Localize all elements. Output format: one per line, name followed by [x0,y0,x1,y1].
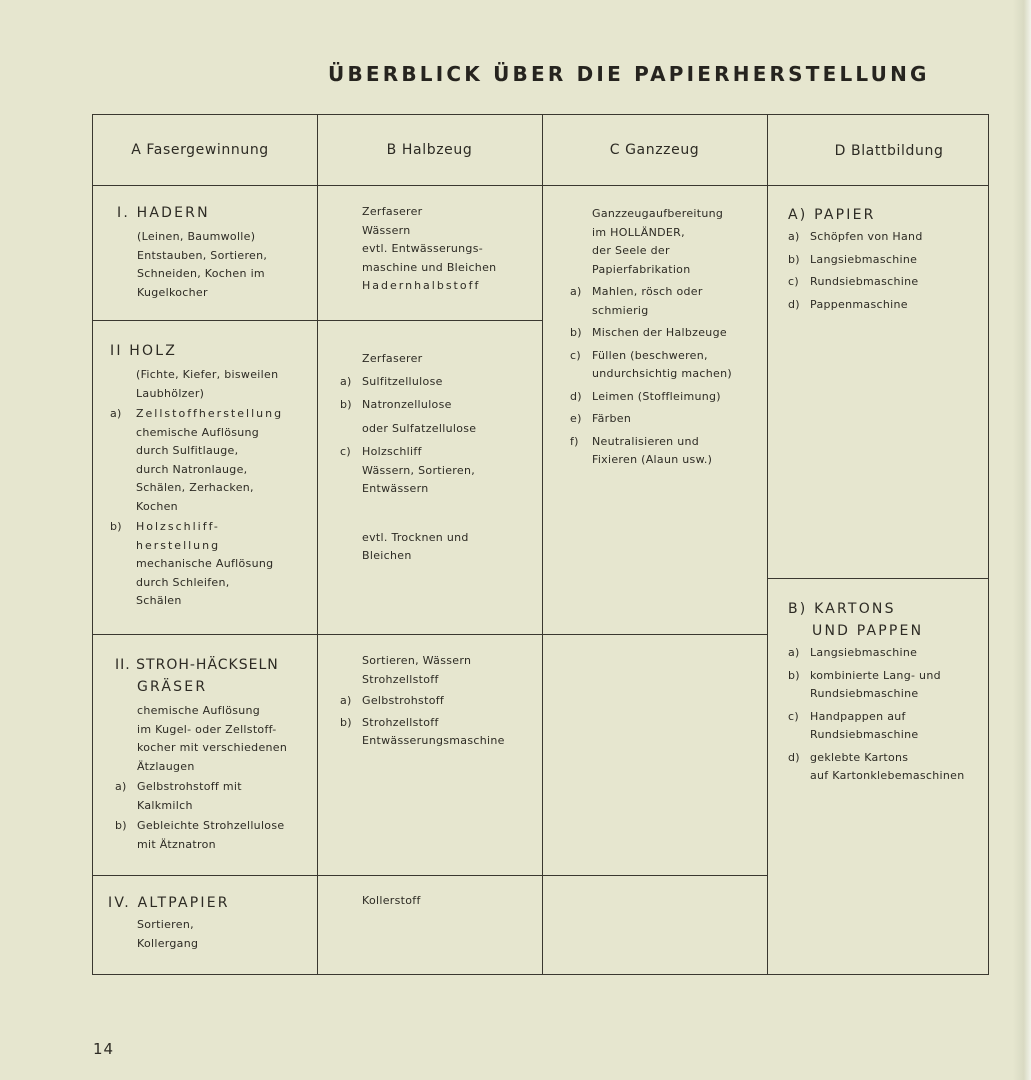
c-item-d-label: d) [570,389,582,403]
c-item-b-label: b) [570,326,582,339]
stroh-line-4: Ätzlaugen [137,759,195,773]
cell-a-stroh [115,654,313,854]
row-separator-2 [92,634,767,635]
table-bottom-border [92,974,989,975]
c-intro-2: im HOLLÄNDER, [592,225,685,239]
kartons-c-line-2: Rundsiebmaschine [810,728,919,741]
cell-a-altpapier [108,892,312,953]
b-holz-tail-1: evtl. Trocknen und [362,530,469,544]
papier-heading: A) PAPIER [788,207,876,223]
cell-a-holz [110,340,312,611]
table-left-border [92,114,93,974]
holz-a-label: a) [110,407,122,420]
kartons-d-line-1: geklebte Kartons [810,750,909,764]
holz-intro-1: (Fichte, Kiefer, bisweilen [136,368,279,381]
kartons-b-line-1: kombinierte Lang- und [810,668,941,682]
holz-a-line-5: Kochen [136,499,178,513]
b-holz-c-line-2: Wässern, Sortieren, [362,463,476,477]
b-holz-c-label: c) [340,445,351,458]
stroh-line-2: im Kugel- oder Zellstoff- [137,722,277,736]
b-holz-a-line-1: Sulfitzellulose [362,374,443,388]
hadern-line-1: (Leinen, Baumwolle) [137,230,256,243]
kartons-heading-2: UND PAPPEN [812,623,924,639]
holz-a-title: Zellstoffherstellung [136,407,284,420]
stroh-line-3: kocher mit verschiedenen [137,741,288,754]
c-intro-3: der Seele der [592,244,670,257]
stroh-b-line-2: mit Ätznatron [137,837,216,851]
kartons-b-line-2: Rundsiebmaschine [810,687,919,700]
c-item-a-label: a) [570,285,582,298]
c-intro-4: Papierfabrikation [592,262,691,276]
b-stroh-b-line-1: Strohzellstoff [362,715,439,729]
b-hadern-spaced: Hadernhalbstoff [362,279,481,292]
hadern-line-3: Schneiden, Kochen im [137,267,265,280]
b-stroh-a-line-1: Gelbstrohstoff [362,694,445,707]
stroh-b-line-1: Gebleichte Strohzellulose [137,819,285,832]
c-item-c-line-1: Füllen (beschweren, [592,348,708,362]
cell-b-stroh [340,652,537,751]
b-altpapier-line-1: Kollerstoff [362,894,421,907]
holz-b-line-3: Schälen [136,594,182,607]
b-holz-b-label: b) [340,398,352,411]
holz-a-line-3: durch Natronlauge, [136,462,248,476]
holz-b-title-1: Holzschliff- [136,520,220,533]
b-holz-b-line-1: Natronzellulose [362,398,452,411]
papier-a-line-1: Schöpfen von Hand [810,230,923,243]
c-item-e-label: e) [570,412,582,425]
c-item-d-line-1: Leimen (Stoffleimung) [592,389,721,403]
stroh-a-line-1: Gelbstrohstoff mit [137,780,242,793]
cell-b-holz [340,350,537,566]
b-hadern-line-2: Wässern [362,223,411,237]
header-blattbildung: D Blattbildung [834,143,944,159]
b-hadern-line-4: maschine und Bleichen [362,260,497,274]
b-stroh-b-label: b) [340,715,352,729]
c-intro-1: Ganzzeugaufbereitung [592,207,724,220]
col-divider-ab [317,114,318,974]
stroh-b-label: b) [115,819,127,832]
kartons-c-label: c) [788,709,799,723]
cell-b-altpapier [362,892,537,911]
kartons-d-label: d) [788,750,800,764]
papier-c-label: c) [788,275,799,288]
kartons-b-label: b) [788,668,800,682]
c-item-f-label: f) [570,434,579,448]
row-separator-3 [92,875,767,876]
b-hadern-line-3: evtl. Entwässerungs- [362,242,483,255]
kartons-c-line-1: Handpappen auf [810,709,906,723]
c-item-c-line-2: undurchsichtig machen) [592,367,732,380]
holz-a-line-4: Schälen, Zerhacken, [136,481,254,494]
cell-a-hadern [117,202,312,302]
holz-a-line-2: durch Sulfitlauge, [136,444,239,457]
table-top-border [92,114,989,115]
b-holz-a-label: a) [340,374,352,388]
cell-d-papier [788,204,984,314]
holz-b-label: b) [110,520,122,533]
cell-b-hadern [362,203,537,296]
row-separator-1 [92,320,542,321]
cell-c-ganzzeug [570,205,765,470]
holz-b-line-2: durch Schleifen, [136,575,230,589]
b-stroh-line-2: Strohzellstoff [362,672,439,686]
header-halbzeug: B Halbzeug [386,142,473,158]
hadern-line-2: Entstauben, Sortieren, [137,248,268,262]
b-holz-tail-2: Bleichen [362,549,412,562]
c-item-b-line-1: Mischen der Halbzeuge [592,326,727,339]
altpapier-line-1: Sortieren, [137,918,194,931]
c-item-f-line-1: Neutralisieren und [592,434,700,448]
hadern-heading: I. HADERN [117,205,210,221]
papier-b-label: b) [788,252,800,266]
b-stroh-line-1: Sortieren, Wässern [362,654,472,667]
b-holz-c-line-3: Entwässern [362,482,429,495]
col-divider-bc [542,114,543,974]
c-item-f-line-2: Fixieren (Alaun usw.) [592,453,713,466]
page-number: 14 [93,1040,115,1058]
holz-b-line-1: mechanische Auflösung [136,557,274,570]
papier-d-line-1: Pappenmaschine [810,297,908,311]
papier-c-line-1: Rundsiebmaschine [810,275,919,288]
kartons-a-line-1: Langsiebmaschine [810,646,918,659]
col-divider-cd [767,114,768,974]
papier-a-label: a) [788,230,800,243]
holz-a-line-1: chemische Auflösung [136,425,260,439]
b-holz-oder: oder Sulfatzellulose [362,421,477,435]
c-item-a-line-2: schmierig [592,303,649,317]
header-ganzzeug: C Ganzzeug [609,142,700,158]
stroh-heading-1: II. STROH-HÄCKSELN [115,657,279,673]
header-separator [92,185,988,186]
stroh-a-label: a) [115,780,127,793]
stroh-heading-2: GRÄSER [137,679,208,695]
altpapier-heading: IV. ALTPAPIER [108,895,230,911]
holz-heading: II HOLZ [110,343,178,359]
stroh-line-1: chemische Auflösung [137,704,261,717]
c-item-e-line-1: Färben [592,412,632,425]
col-d-separator [767,578,988,579]
b-holz-c-line-1: Holzschliff [362,445,422,458]
holz-intro-2: Laubhölzer) [136,386,205,400]
papier-d-label: d) [788,297,800,311]
altpapier-line-2: Kollergang [137,936,199,950]
cell-d-kartons [788,598,984,786]
c-item-a-line-1: Mahlen, rösch oder [592,285,703,298]
page-title: ÜBERBLICK ÜBER DIE PAPIERHERSTELLUNG [328,62,930,86]
kartons-a-label: a) [788,646,800,659]
b-stroh-b-line-2: Entwässerungsmaschine [362,734,505,747]
c-item-c-label: c) [570,348,581,362]
b-hadern-line-1: Zerfaserer [362,205,423,218]
b-holz-first: Zerfaserer [362,352,423,365]
table-right-border [988,114,989,974]
holz-b-title-2: herstellung [136,538,221,552]
stroh-a-line-2: Kalkmilch [137,798,193,812]
b-stroh-a-label: a) [340,694,352,707]
kartons-heading-1: B) KARTONS [788,601,896,617]
header-fasergewinnung: A Fasergewinnung [131,142,269,158]
hadern-line-4: Kugelkocher [137,285,208,299]
kartons-d-line-2: auf Kartonklebemaschinen [810,769,965,782]
papier-b-line-1: Langsiebmaschine [810,252,918,266]
